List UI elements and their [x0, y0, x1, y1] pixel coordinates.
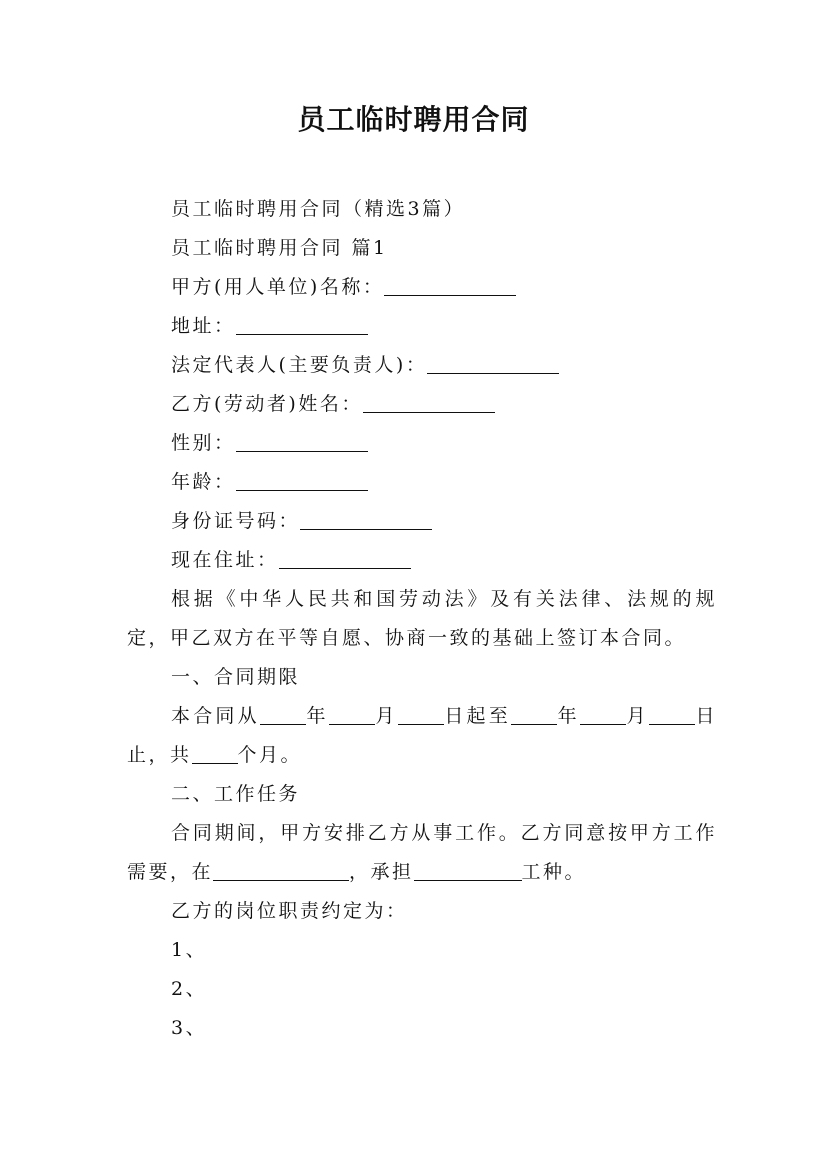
duties-intro-line: [127, 892, 717, 931]
legal-rep-line: [127, 346, 717, 385]
year-label-1: 年: [305, 705, 329, 727]
section1-heading-text: 一、合同期限: [171, 666, 301, 688]
section2-paragraph: [127, 814, 717, 892]
age-blank: [236, 471, 368, 491]
months-total-label: 个月。: [237, 744, 303, 766]
work-text-start: 合同期间，甲方安排乙方从事工作。乙方同意按甲方工作需要，在: [127, 822, 717, 883]
total-months-blank: [192, 744, 238, 764]
section2-heading: [127, 775, 717, 814]
section1-paragraph: [127, 697, 717, 775]
start-day-blank: [398, 705, 444, 725]
month-label-1: 月: [374, 705, 398, 727]
age-label: 年龄：: [171, 471, 236, 493]
year-label-2: 年: [556, 705, 580, 727]
gender-blank: [236, 432, 368, 452]
gender-line: [127, 424, 717, 463]
basis-paragraph: 根据《中华人民共和国劳动法》及有关法律、法规的规定，甲乙双方在平等自愿、协商一致的基础上签订本合同。: [127, 588, 717, 649]
party-b-name-blank: [363, 393, 495, 413]
id-number-line: [127, 502, 717, 541]
duty-item: [127, 970, 717, 1009]
duty-item: [127, 931, 717, 970]
intro-text: 员工临时聘用合同（精选3篇）: [171, 198, 466, 220]
current-address-blank: [279, 549, 411, 569]
address-line: [127, 307, 717, 346]
age-line: [127, 463, 717, 502]
legal-rep-blank: [427, 354, 559, 374]
intro-line: [127, 190, 717, 229]
work-text-end: 工种。: [521, 861, 587, 883]
end-month-blank: [580, 705, 626, 725]
day-from-label: 日起至: [443, 705, 511, 727]
duties-intro-text: 乙方的岗位职责约定为：: [171, 900, 408, 922]
party-a-name-blank: [384, 276, 516, 296]
document-title: 员工临时聘用合同: [297, 103, 530, 136]
duty-item-number: 1、: [171, 939, 208, 961]
party-b-name-label: 乙方(劳动者)姓名：: [171, 393, 363, 415]
work-text-mid: ，承担: [349, 861, 414, 883]
party-a-name-label: 甲方(用人单位)名称：: [171, 276, 385, 298]
end-day-blank: [649, 705, 695, 725]
duty-item: [127, 1009, 717, 1048]
term-text-start: 本合同从: [171, 705, 260, 727]
address-blank: [236, 315, 368, 335]
start-year-blank: [260, 705, 306, 725]
end-year-blank: [511, 705, 557, 725]
id-number-label: 身份证号码：: [171, 510, 301, 532]
work-type-blank: [414, 861, 522, 881]
start-month-blank: [329, 705, 375, 725]
month-label-2: 月: [625, 705, 649, 727]
section1-heading: [127, 658, 717, 697]
duty-item-number: 3、: [171, 1017, 208, 1039]
section2-heading-text: 二、工作任务: [171, 783, 301, 805]
work-place-blank: [213, 861, 349, 881]
day-until-label: 日止，共: [127, 705, 717, 766]
party-b-name-line: [127, 385, 717, 424]
duty-item-number: 2、: [171, 978, 208, 1000]
current-address-label: 现在住址：: [171, 549, 279, 571]
document-body: [127, 190, 717, 1048]
party-a-name-line: [127, 268, 717, 307]
address-label: 地址：: [171, 315, 236, 337]
legal-rep-label: 法定代表人(主要负责人)：: [171, 354, 428, 376]
part1-text: 员工临时聘用合同 篇1: [171, 237, 388, 259]
current-address-line: [127, 541, 717, 580]
id-number-blank: [300, 510, 432, 530]
part1-line: [127, 229, 717, 268]
gender-label: 性别：: [171, 432, 236, 454]
